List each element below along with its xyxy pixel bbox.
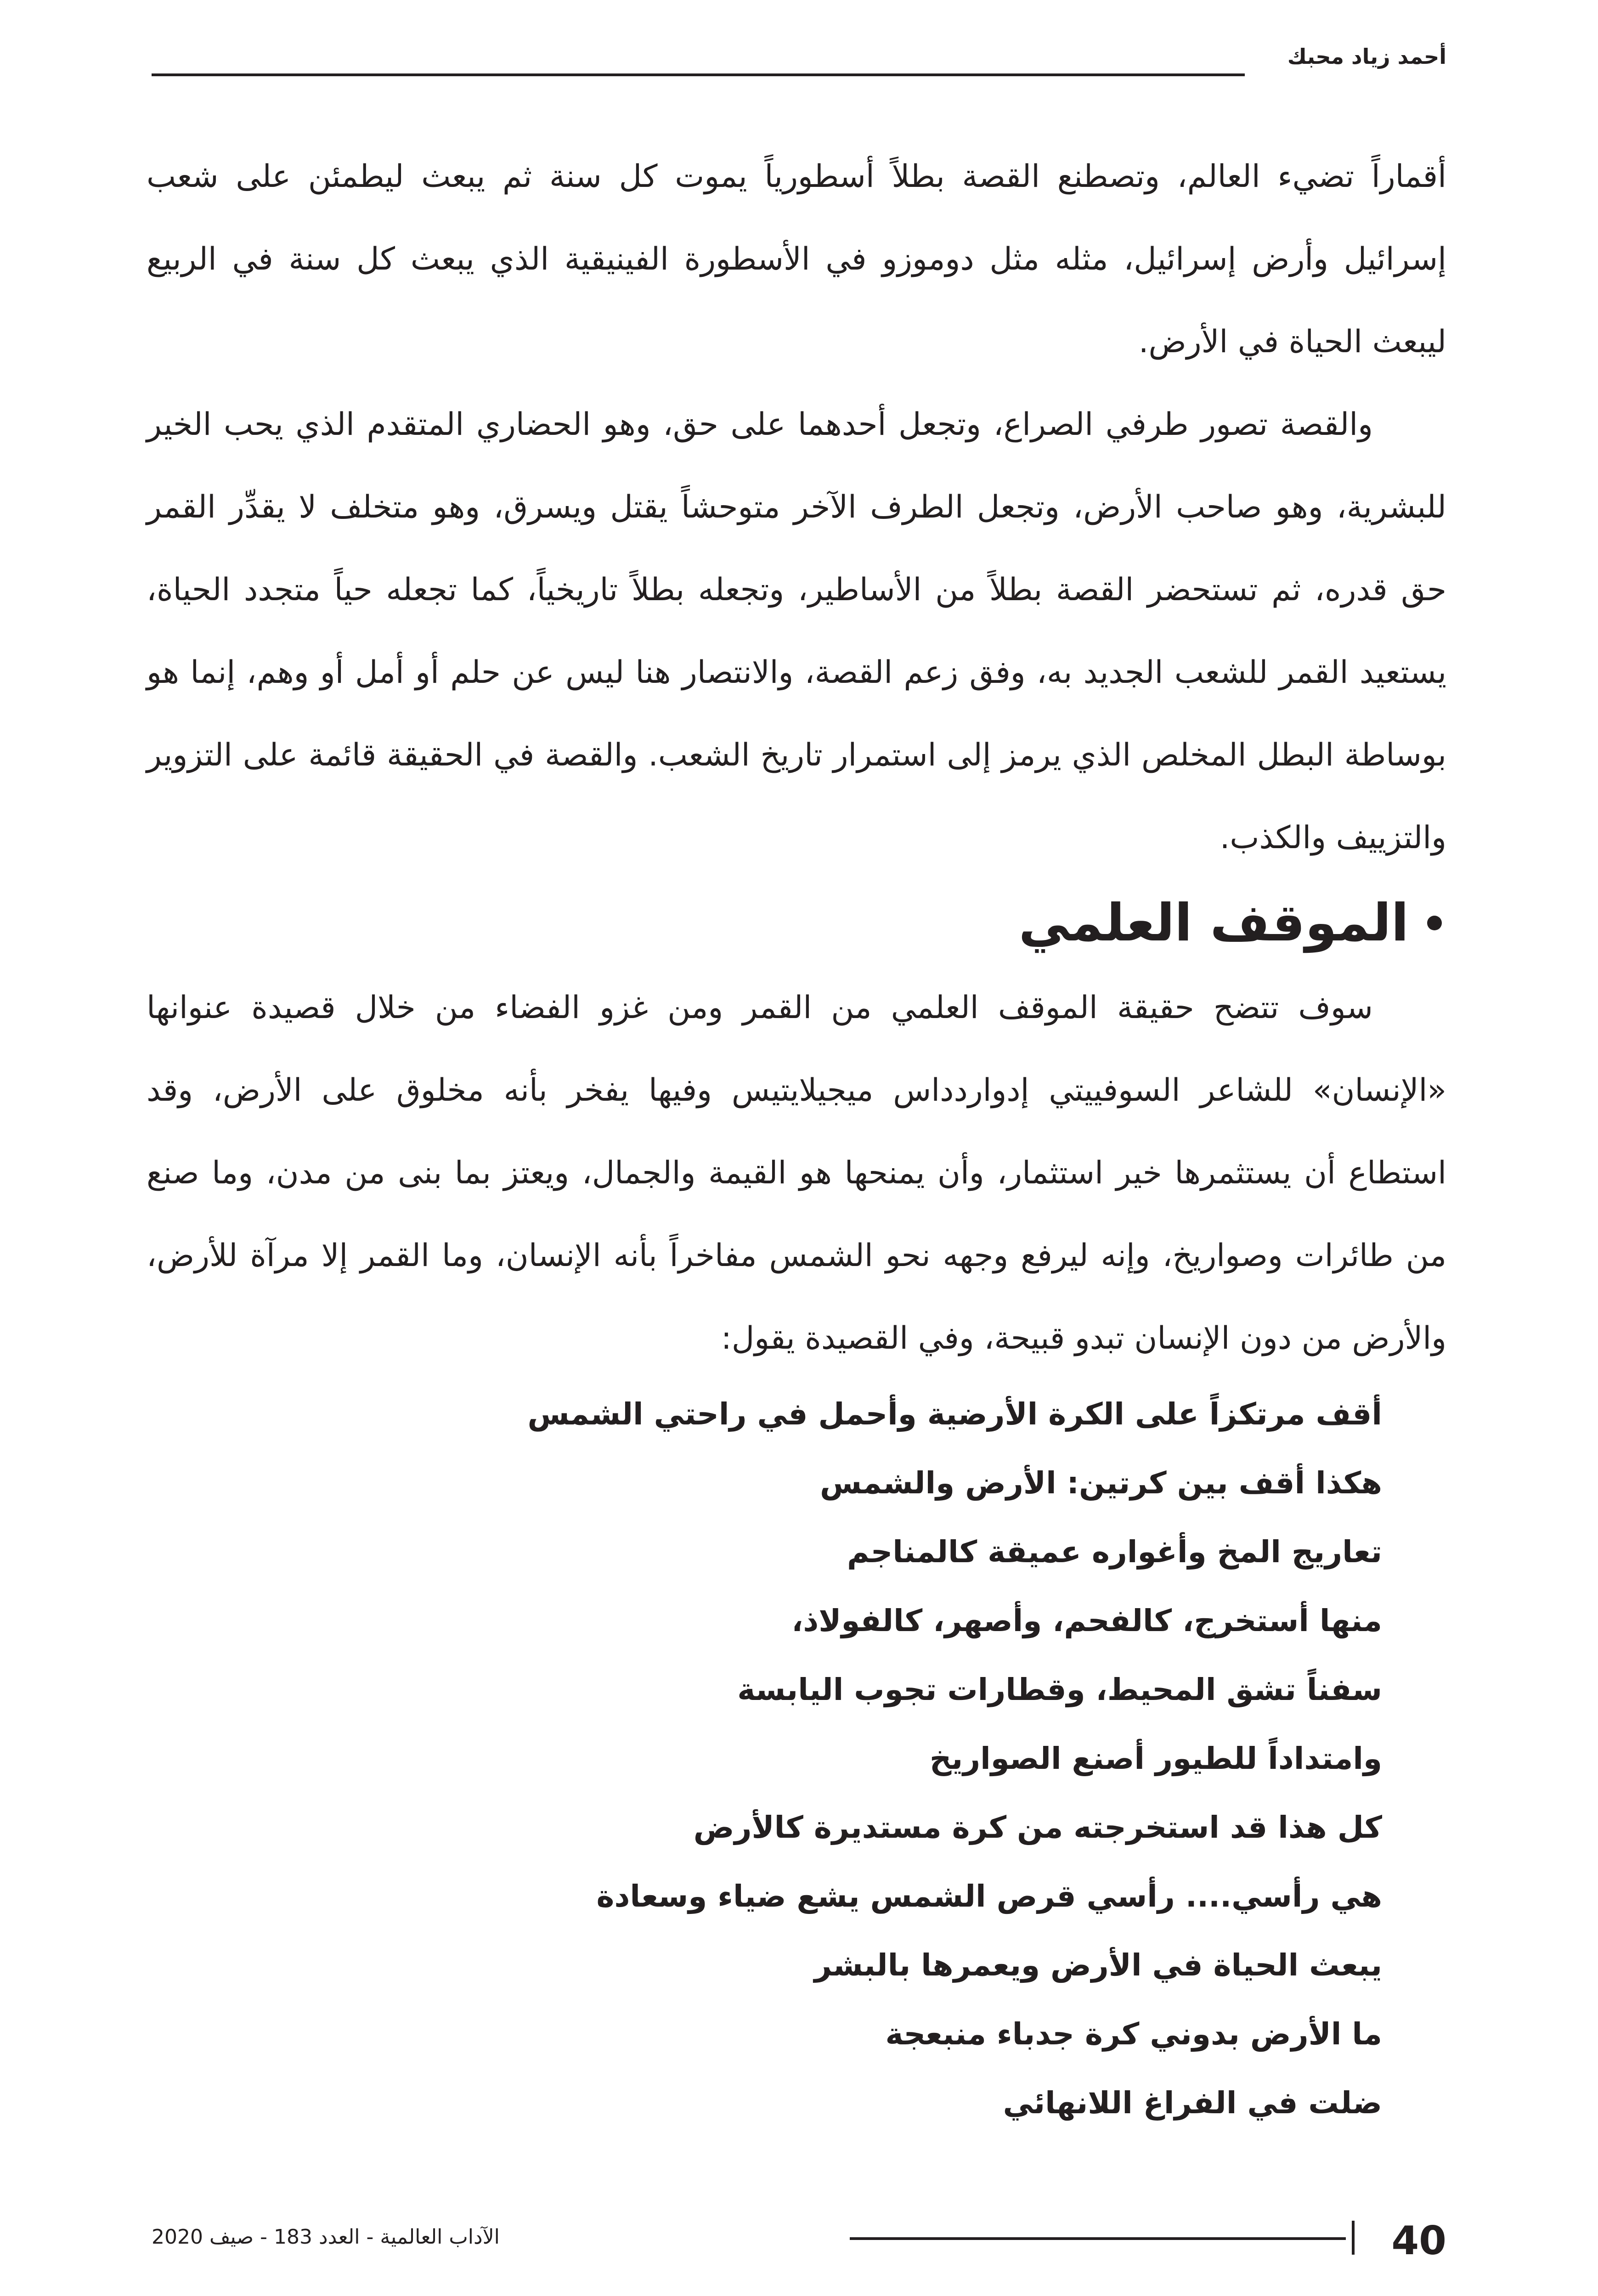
page-number: 40 bbox=[1391, 2218, 1446, 2264]
poem-line: أقف مرتكزاً على الكرة الأرضية وأحمل في راحتي الشمس bbox=[527, 1396, 1382, 1432]
poem-line: وامتداداً للطيور أصنع الصواريخ bbox=[929, 1741, 1382, 1776]
footer-rule bbox=[850, 2237, 1346, 2240]
header-rule bbox=[152, 73, 1245, 76]
poem-line: سفناً تشق المحيط، وقطارات تجوب اليابسة bbox=[737, 1672, 1382, 1707]
poem-line: هكذا أقف بين كرتين: الأرض والشمس bbox=[820, 1465, 1382, 1501]
footer-separator bbox=[1352, 2221, 1355, 2255]
poem-line: ما الأرض بدوني كرة جدباء منبعجة bbox=[885, 2016, 1382, 2052]
body-paragraph-2: والقصة تصور طرفي الصراع، وتجعل أحدهما على حق، وهو الحضاري المتقدم الذي يحب الخير للبشرية، وهو صاحب الأرض، وتجعل الطرف الآخر متوحشاً يقتل ويسرق، وهو متخلف لا يقدِّر القمر حق قدره، ثم تستحضر القصة بطلاً من الأساطير، وتجعله بطلاً تاريخياً، كما تجعله حياً متجدد الحياة، يستعيد القمر للشعب الجديد به، وفق زعم القصة، والانتصار هنا ليس عن حلم أو أمل أو وهم، إنما هو بوساطة البطل المخلص الذي يرمز إلى استمرار تاريخ الشعب. والقصة في الحقيقة قائمة على التزوير والتزييف والكذب. bbox=[147, 406, 1446, 856]
running-header-author: أحمد زياد محبك bbox=[1287, 44, 1446, 69]
journal-issue-label: الآداب العالمية - العدد 183 - صيف 2020 bbox=[152, 2225, 500, 2249]
article-body bbox=[147, 135, 1446, 2138]
poem-block bbox=[147, 1380, 1446, 2138]
poem-line: كل هذا قد استخرجته من كرة مستديرة كالأرض bbox=[693, 1810, 1382, 1845]
poem-line: ضلت في الفراغ اللانهائي bbox=[1003, 2085, 1382, 2121]
poem-line: يبعث الحياة في الأرض ويعمرها بالبشر bbox=[814, 1947, 1382, 1983]
poem-line: تعاريج المخ وأغواره عميقة كالمناجم bbox=[847, 1534, 1382, 1570]
bullet-icon bbox=[1427, 916, 1442, 930]
section-heading-text: الموقف العلمي bbox=[1018, 893, 1409, 953]
poem-line: منها أستخرج، كالفحم، وأصهر، كالفولاذ، bbox=[791, 1603, 1382, 1638]
poem-line: هي رأسي.... رأسي قرص الشمس يشع ضياء وسعادة bbox=[596, 1879, 1382, 1914]
section-heading bbox=[147, 879, 1446, 967]
body-paragraph-1: أقماراً تضيء العالم، وتصطنع القصة بطلاً أسطورياً يموت كل سنة ثم يبعث ليطمئن على شعب إسرائيل وأرض إسرائيل، مثله مثل دوموزو في الأسطورة الفينيقية الذي يبعث كل سنة في الربيع ليبعث الحياة في الأرض. bbox=[147, 158, 1446, 360]
body-paragraph-3: سوف تتضح حقيقة الموقف العلمي من القمر ومن غزو الفضاء من خلال قصيدة عنوانها «الإنسان» للشاعر السوفييتي إدواردداس ميجيلايتيس وفيها يفخر بأنه مخلوق على الأرض، وقد استطاع أن يستثمرها خير استثمار، وأن يمنحها هو القيمة والجمال، ويعتز بما بنى من مدن، وما صنع من طائرات وصواريخ، وإنه ليرفع وجهه نحو الشمس مفاخراً بأنه الإنسان، وما القمر إلا مرآة للأرض، والأرض من دون الإنسان تبدو قبيحة، وفي القصيدة يقول: bbox=[147, 990, 1446, 1356]
